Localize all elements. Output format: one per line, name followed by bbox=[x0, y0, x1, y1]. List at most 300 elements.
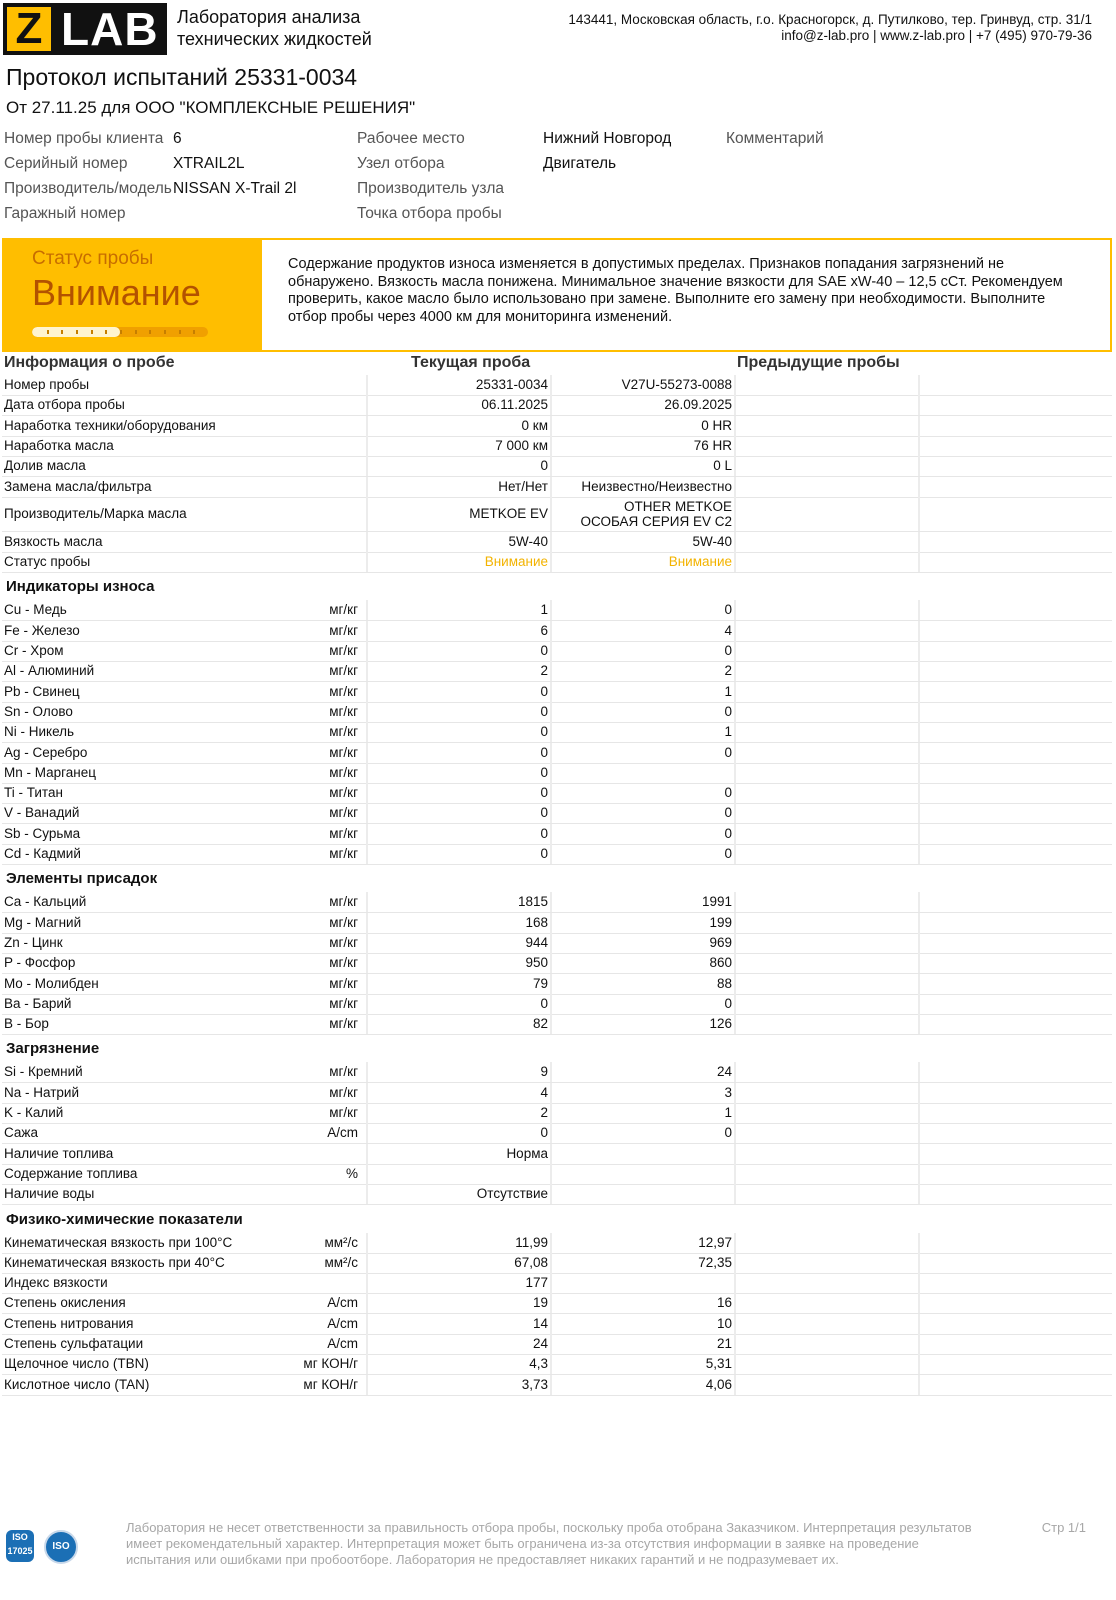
column-divider bbox=[550, 395, 552, 415]
row-previous-value bbox=[552, 1273, 732, 1293]
row-current-value: 14 bbox=[532, 1315, 548, 1331]
row-unit: мг/кг bbox=[329, 825, 358, 841]
column-divider bbox=[550, 824, 552, 844]
column-divider bbox=[918, 1103, 920, 1123]
row-previous-value: 860 bbox=[709, 955, 732, 971]
row-previous-value: 2 bbox=[724, 663, 732, 679]
status-tick bbox=[179, 330, 181, 334]
column-divider bbox=[918, 783, 920, 803]
row-previous-value: 1 bbox=[724, 683, 732, 699]
column-divider bbox=[550, 933, 552, 953]
row-current-value: 24 bbox=[532, 1336, 548, 1351]
column-divider bbox=[734, 1083, 736, 1103]
lab-contacts bbox=[568, 12, 1092, 44]
column-divider bbox=[734, 1314, 736, 1334]
row-current-value: 25331-0034 bbox=[475, 377, 548, 392]
column-divider bbox=[550, 416, 552, 436]
table-row bbox=[2, 621, 1112, 642]
row-name: P - Фосфор bbox=[4, 955, 76, 971]
column-divider bbox=[366, 436, 368, 456]
column-divider bbox=[366, 641, 368, 661]
row-unit: мм²/с bbox=[324, 1254, 358, 1270]
table-row bbox=[2, 702, 1112, 723]
column-divider bbox=[734, 1354, 736, 1374]
row-name: Кинематическая вязкость при 40°C bbox=[4, 1254, 225, 1270]
client-no-value: 6 bbox=[173, 130, 182, 147]
column-divider bbox=[366, 743, 368, 763]
column-divider bbox=[918, 1253, 920, 1273]
column-divider bbox=[734, 497, 736, 531]
column-divider bbox=[918, 1062, 920, 1082]
column-divider bbox=[550, 1103, 552, 1123]
column-divider bbox=[366, 1062, 368, 1082]
row-previous-value bbox=[552, 499, 732, 533]
row-name: Щелочное число (TBN) bbox=[4, 1356, 149, 1372]
row-unit: мг/кг bbox=[329, 846, 358, 861]
row-name: Mo - Молибден bbox=[4, 975, 99, 991]
table-row bbox=[2, 456, 1112, 477]
column-divider bbox=[550, 1184, 552, 1204]
column-divider bbox=[366, 497, 368, 531]
row-unit: мг/кг bbox=[329, 703, 358, 719]
row-current-value: 67,08 bbox=[514, 1254, 548, 1270]
section-title: Элементы присадок bbox=[6, 870, 158, 888]
row-previous-value bbox=[552, 1164, 732, 1184]
column-divider bbox=[918, 621, 920, 641]
row-name: Наличие воды bbox=[4, 1186, 95, 1202]
row-unit: мг/кг bbox=[329, 764, 358, 780]
column-divider bbox=[918, 702, 920, 722]
row-unit: A/cm bbox=[327, 1336, 358, 1351]
column-divider bbox=[918, 1184, 920, 1204]
table-row bbox=[2, 1375, 1112, 1396]
row-current-value: 82 bbox=[532, 1016, 548, 1032]
table-row bbox=[2, 1314, 1112, 1335]
row-unit bbox=[252, 395, 358, 415]
row-current-value: 2 bbox=[540, 663, 548, 679]
row-unit: мг/кг bbox=[329, 663, 358, 679]
protocol-title: Протокол испытаний 25331-0034 bbox=[6, 64, 358, 90]
status-tick bbox=[47, 330, 49, 334]
row-current-value: 11,99 bbox=[515, 1234, 548, 1250]
row-previous-value: 0 bbox=[724, 846, 732, 861]
column-divider bbox=[550, 1164, 552, 1184]
table-row bbox=[2, 661, 1112, 682]
row-current-value: 944 bbox=[525, 934, 548, 950]
row-name: Al - Алюминий bbox=[4, 663, 95, 679]
column-divider bbox=[550, 1014, 552, 1034]
column-divider bbox=[918, 375, 920, 395]
column-divider bbox=[366, 1144, 368, 1164]
column-divider bbox=[550, 1253, 552, 1273]
column-divider bbox=[734, 913, 736, 933]
row-previous-value-line1: OTHER METKOE bbox=[623, 498, 732, 514]
column-divider bbox=[918, 416, 920, 436]
column-divider bbox=[734, 395, 736, 415]
row-previous-value: 21 bbox=[716, 1336, 732, 1351]
row-unit bbox=[252, 477, 358, 497]
table-row bbox=[2, 1354, 1112, 1375]
row-current-value: 0 км bbox=[521, 417, 548, 433]
row-name: Статус пробы bbox=[4, 554, 91, 570]
table-row bbox=[2, 913, 1112, 934]
row-unit: A/cm bbox=[327, 1295, 358, 1311]
column-divider bbox=[366, 994, 368, 1014]
column-divider bbox=[550, 783, 552, 803]
column-divider bbox=[550, 641, 552, 661]
column-divider bbox=[550, 1354, 552, 1374]
column-divider bbox=[734, 600, 736, 620]
row-current-value: 177 bbox=[525, 1275, 548, 1291]
table-row bbox=[2, 844, 1112, 865]
column-divider bbox=[550, 892, 552, 912]
column-divider bbox=[366, 621, 368, 641]
table-row bbox=[2, 641, 1112, 662]
column-divider bbox=[734, 1293, 736, 1313]
row-current-value: 0 bbox=[540, 805, 548, 821]
column-divider bbox=[550, 994, 552, 1014]
row-previous-value bbox=[552, 763, 732, 783]
row-current-value: 168 bbox=[525, 914, 548, 930]
table-row bbox=[2, 1083, 1112, 1104]
row-name: Кислотное число (TAN) bbox=[4, 1376, 150, 1392]
row-unit: мг/кг bbox=[329, 975, 358, 991]
column-divider bbox=[550, 477, 552, 497]
row-unit: мг/кг bbox=[329, 622, 358, 638]
column-divider bbox=[550, 621, 552, 641]
column-divider bbox=[550, 1062, 552, 1082]
row-name: Cu - Медь bbox=[4, 602, 67, 618]
row-name: Степень окисления bbox=[4, 1295, 126, 1311]
column-divider bbox=[918, 974, 920, 994]
column-divider bbox=[366, 1354, 368, 1374]
table-row bbox=[2, 953, 1112, 974]
row-previous-value: Внимание bbox=[668, 554, 732, 570]
row-current-value: 0 bbox=[540, 703, 548, 719]
column-divider bbox=[366, 1314, 368, 1334]
column-divider bbox=[734, 661, 736, 681]
row-previous-value: 126 bbox=[709, 1016, 732, 1032]
column-divider bbox=[918, 933, 920, 953]
column-divider bbox=[366, 456, 368, 476]
unit-label: Узел отбора bbox=[357, 155, 445, 172]
column-divider bbox=[918, 892, 920, 912]
row-previous-value: 0 bbox=[724, 643, 732, 658]
column-divider bbox=[366, 1293, 368, 1313]
status-level-bar bbox=[32, 327, 208, 337]
certification-badges bbox=[6, 1528, 76, 1568]
table-row bbox=[2, 600, 1112, 621]
column-divider bbox=[550, 552, 552, 572]
row-current-value: 0 bbox=[540, 643, 548, 658]
zlab-logo bbox=[3, 3, 167, 55]
status-tick bbox=[135, 330, 137, 334]
row-unit bbox=[252, 416, 358, 436]
column-divider bbox=[734, 1253, 736, 1273]
row-unit: % bbox=[345, 1165, 358, 1181]
table-row bbox=[2, 994, 1112, 1015]
row-name: Ti - Титан bbox=[4, 785, 63, 801]
row-unit: A/cm bbox=[327, 1125, 358, 1141]
column-divider bbox=[734, 1014, 736, 1034]
section-title: Физико-химические показатели bbox=[6, 1210, 243, 1228]
info-header: Информация о пробе bbox=[4, 354, 175, 371]
status-tick bbox=[149, 330, 151, 334]
row-previous-value: 0 bbox=[724, 1125, 732, 1141]
row-previous-value: 0 bbox=[724, 825, 732, 841]
row-unit: мг/кг bbox=[329, 724, 358, 740]
row-previous-value: 5,31 bbox=[705, 1356, 732, 1372]
column-divider bbox=[918, 456, 920, 476]
section-title: Индикаторы износа bbox=[6, 578, 155, 596]
row-current-value: 1815 bbox=[517, 894, 548, 910]
column-divider bbox=[918, 913, 920, 933]
row-previous-value: 12,97 bbox=[698, 1234, 732, 1250]
row-unit: мг КОН/г bbox=[303, 1376, 358, 1392]
status-tick bbox=[105, 330, 107, 334]
status-comment: Содержание продуктов износа изменяется в допустимых пределах. Признаков попадания загрязнений не обнаружено. Вязкость масла понижена. Минимальное значение вязкости для SAE xW-40 – 12,5 сСт. Рекомендуем проверить, какое масло было использовано при замене. Выполните его замену при необходимости. Выполните отбор пробы через 4000 км для мониторинга изменений. bbox=[288, 256, 1063, 325]
row-name: Кинематическая вязкость при 100°C bbox=[4, 1234, 233, 1250]
table-row bbox=[2, 1062, 1112, 1083]
workplace-label: Рабочее место bbox=[357, 130, 465, 147]
row-previous-value: 0 bbox=[724, 703, 732, 719]
column-divider bbox=[366, 824, 368, 844]
column-divider bbox=[734, 892, 736, 912]
column-divider bbox=[550, 456, 552, 476]
row-previous-value: 1991 bbox=[701, 894, 732, 910]
column-divider bbox=[734, 1273, 736, 1293]
row-unit: мг/кг bbox=[329, 914, 358, 930]
row-current-value: 2 bbox=[540, 1105, 548, 1120]
row-unit bbox=[252, 375, 358, 395]
column-divider bbox=[918, 1334, 920, 1354]
column-divider bbox=[734, 416, 736, 436]
row-name: Ba - Барий bbox=[4, 995, 72, 1011]
column-divider bbox=[366, 933, 368, 953]
column-divider bbox=[918, 803, 920, 823]
column-divider bbox=[918, 1233, 920, 1253]
row-previous-value: 0 HR bbox=[701, 417, 732, 433]
column-divider bbox=[734, 824, 736, 844]
row-unit bbox=[252, 552, 358, 572]
row-name: Замена масла/фильтра bbox=[4, 478, 152, 494]
protocol-subtitle: От 27.11.25 для ООО "КОМПЛЕКСНЫЕ РЕШЕНИЯ" bbox=[6, 98, 416, 117]
column-divider bbox=[918, 1375, 920, 1395]
status-badge bbox=[4, 240, 262, 350]
row-previous-value: 88 bbox=[716, 975, 732, 991]
column-divider bbox=[734, 1144, 736, 1164]
row-current-value: 0 bbox=[540, 744, 548, 760]
table-row bbox=[2, 682, 1112, 703]
column-divider bbox=[550, 803, 552, 823]
table-row bbox=[2, 1233, 1112, 1254]
column-divider bbox=[918, 1083, 920, 1103]
column-divider bbox=[918, 763, 920, 783]
row-previous-value: 0 bbox=[724, 785, 732, 801]
table-row bbox=[2, 375, 1112, 396]
status-tick bbox=[120, 330, 122, 334]
column-divider bbox=[366, 783, 368, 803]
column-divider bbox=[734, 763, 736, 783]
row-current-value: Внимание bbox=[484, 554, 548, 570]
column-divider bbox=[734, 621, 736, 641]
status-tick bbox=[164, 330, 166, 334]
column-divider bbox=[550, 1083, 552, 1103]
table-row bbox=[2, 1014, 1112, 1035]
status-tick bbox=[76, 330, 78, 334]
column-divider bbox=[550, 682, 552, 702]
table-row bbox=[2, 722, 1112, 743]
row-previous-value: 1 bbox=[724, 1105, 732, 1120]
page-number: Стр 1/1 bbox=[1041, 1520, 1086, 1535]
row-unit bbox=[252, 1184, 358, 1204]
column-divider bbox=[366, 722, 368, 742]
column-divider bbox=[550, 1334, 552, 1354]
row-name: V - Ванадий bbox=[4, 805, 80, 821]
column-divider bbox=[734, 532, 736, 552]
row-previous-value: 3 bbox=[724, 1084, 732, 1100]
column-divider bbox=[918, 1293, 920, 1313]
column-divider bbox=[366, 803, 368, 823]
footer-disclaimer: Лаборатория не несет ответственности за правильность отбора пробы, поскольку проба отобрана Заказчиком. Интерпретация результатов имеет рекомендательный характер. Интерпретация может быть ограничена из-за отсутствия информации в заявке на проведение испытания или ошибками при пробоотборе. Лаборатория не предоставляет никаких гарантий и не подразумевает их. bbox=[126, 1520, 972, 1567]
row-name: Sn - Олово bbox=[4, 703, 73, 719]
row-name: Si - Кремний bbox=[4, 1064, 83, 1080]
column-divider bbox=[918, 1273, 920, 1293]
row-current-value bbox=[368, 1164, 548, 1184]
column-divider bbox=[918, 641, 920, 661]
column-divider bbox=[550, 1144, 552, 1164]
column-divider bbox=[734, 552, 736, 572]
table-row bbox=[2, 1334, 1112, 1355]
row-current-value: 7 000 км bbox=[495, 437, 548, 453]
row-previous-value: 10 bbox=[716, 1315, 732, 1331]
column-divider bbox=[918, 722, 920, 742]
column-divider bbox=[918, 1123, 920, 1143]
column-divider bbox=[366, 532, 368, 552]
table-row bbox=[2, 743, 1112, 764]
column-divider bbox=[550, 661, 552, 681]
comment-label: Комментарий bbox=[726, 130, 824, 147]
row-name: Mn - Марганец bbox=[4, 764, 96, 780]
row-unit: мг/кг bbox=[329, 744, 358, 760]
column-divider bbox=[734, 702, 736, 722]
row-unit: мг/кг bbox=[329, 1105, 358, 1120]
unit-maker-label: Производитель узла bbox=[357, 180, 504, 197]
row-unit bbox=[252, 1273, 358, 1293]
column-divider bbox=[550, 532, 552, 552]
iso-certified-icon: ISO bbox=[44, 1530, 78, 1564]
table-row bbox=[2, 1164, 1112, 1185]
column-divider bbox=[734, 803, 736, 823]
column-divider bbox=[550, 436, 552, 456]
column-divider bbox=[734, 456, 736, 476]
row-previous-value: 72,35 bbox=[698, 1254, 732, 1270]
row-current-value: 950 bbox=[525, 955, 548, 971]
row-previous-value: Неизвестно/Неизвестно bbox=[581, 478, 732, 494]
column-divider bbox=[734, 1184, 736, 1204]
column-divider bbox=[734, 743, 736, 763]
logo-z-mark: Z bbox=[7, 7, 51, 51]
row-unit: мг/кг bbox=[329, 602, 358, 618]
row-name: Ag - Серебро bbox=[4, 744, 88, 760]
table-row bbox=[2, 892, 1112, 913]
row-previous-value: 26.09.2025 bbox=[664, 397, 732, 413]
row-name: Вязкость масла bbox=[4, 533, 103, 549]
column-divider bbox=[366, 1103, 368, 1123]
column-divider bbox=[366, 1273, 368, 1293]
row-current-value: 4 bbox=[540, 1084, 548, 1100]
row-unit: мг/кг bbox=[329, 934, 358, 950]
row-previous-value: 0 L bbox=[713, 458, 732, 474]
workplace-value: Нижний Новгород bbox=[543, 130, 672, 147]
lab-name-line1: Лаборатория анализа bbox=[177, 7, 361, 27]
row-current-value: 0 bbox=[540, 458, 548, 474]
column-divider bbox=[366, 552, 368, 572]
table-row bbox=[2, 783, 1112, 804]
column-divider bbox=[366, 416, 368, 436]
column-divider bbox=[550, 1375, 552, 1395]
table-row bbox=[2, 803, 1112, 824]
maker-value: NISSAN X-Trail 2l bbox=[173, 180, 297, 197]
column-divider bbox=[366, 844, 368, 864]
row-current-value: 9 bbox=[540, 1064, 548, 1080]
row-unit: мг/кг bbox=[329, 1016, 358, 1032]
row-unit bbox=[252, 532, 358, 552]
row-unit: мг/кг bbox=[329, 995, 358, 1011]
row-previous-value: 5W-40 bbox=[692, 533, 732, 549]
row-unit: A/cm bbox=[327, 1315, 358, 1331]
row-current-value: 1 bbox=[540, 602, 548, 618]
column-divider bbox=[366, 1014, 368, 1034]
row-unit: мм²/с bbox=[324, 1234, 358, 1250]
table-row bbox=[2, 497, 1112, 532]
column-divider bbox=[550, 844, 552, 864]
row-current-value: 0 bbox=[540, 846, 548, 861]
column-divider bbox=[366, 1164, 368, 1184]
table-row bbox=[2, 974, 1112, 995]
row-current-value: 06.11.2025 bbox=[481, 397, 548, 413]
column-divider bbox=[918, 1314, 920, 1334]
row-previous-value bbox=[552, 1184, 732, 1204]
column-divider bbox=[918, 436, 920, 456]
row-current-value: 0 bbox=[540, 825, 548, 841]
column-divider bbox=[734, 1123, 736, 1143]
column-divider bbox=[366, 1184, 368, 1204]
row-name: Ca - Кальций bbox=[4, 894, 87, 910]
row-name: B - Бор bbox=[4, 1016, 49, 1032]
row-previous-value: V27U-55273-0088 bbox=[621, 377, 732, 392]
row-name: Pb - Свинец bbox=[4, 683, 80, 699]
row-unit: мг/кг bbox=[329, 785, 358, 801]
column-divider bbox=[918, 600, 920, 620]
table-row bbox=[2, 1273, 1112, 1294]
column-divider bbox=[366, 395, 368, 415]
garage-label: Гаражный номер bbox=[4, 205, 126, 222]
row-unit: мг/кг bbox=[329, 1084, 358, 1100]
row-name: Долив масла bbox=[4, 458, 86, 474]
column-divider bbox=[734, 1233, 736, 1253]
table-row bbox=[2, 1293, 1112, 1314]
column-divider bbox=[366, 1083, 368, 1103]
row-previous-value: 0 bbox=[724, 602, 732, 618]
column-divider bbox=[550, 953, 552, 973]
row-current-value: 0 bbox=[540, 785, 548, 801]
column-divider bbox=[366, 763, 368, 783]
row-name: Наработка техники/оборудования bbox=[4, 417, 216, 433]
row-current-value: 5W-40 bbox=[508, 533, 548, 549]
status-panel bbox=[2, 238, 1112, 352]
column-divider bbox=[734, 375, 736, 395]
